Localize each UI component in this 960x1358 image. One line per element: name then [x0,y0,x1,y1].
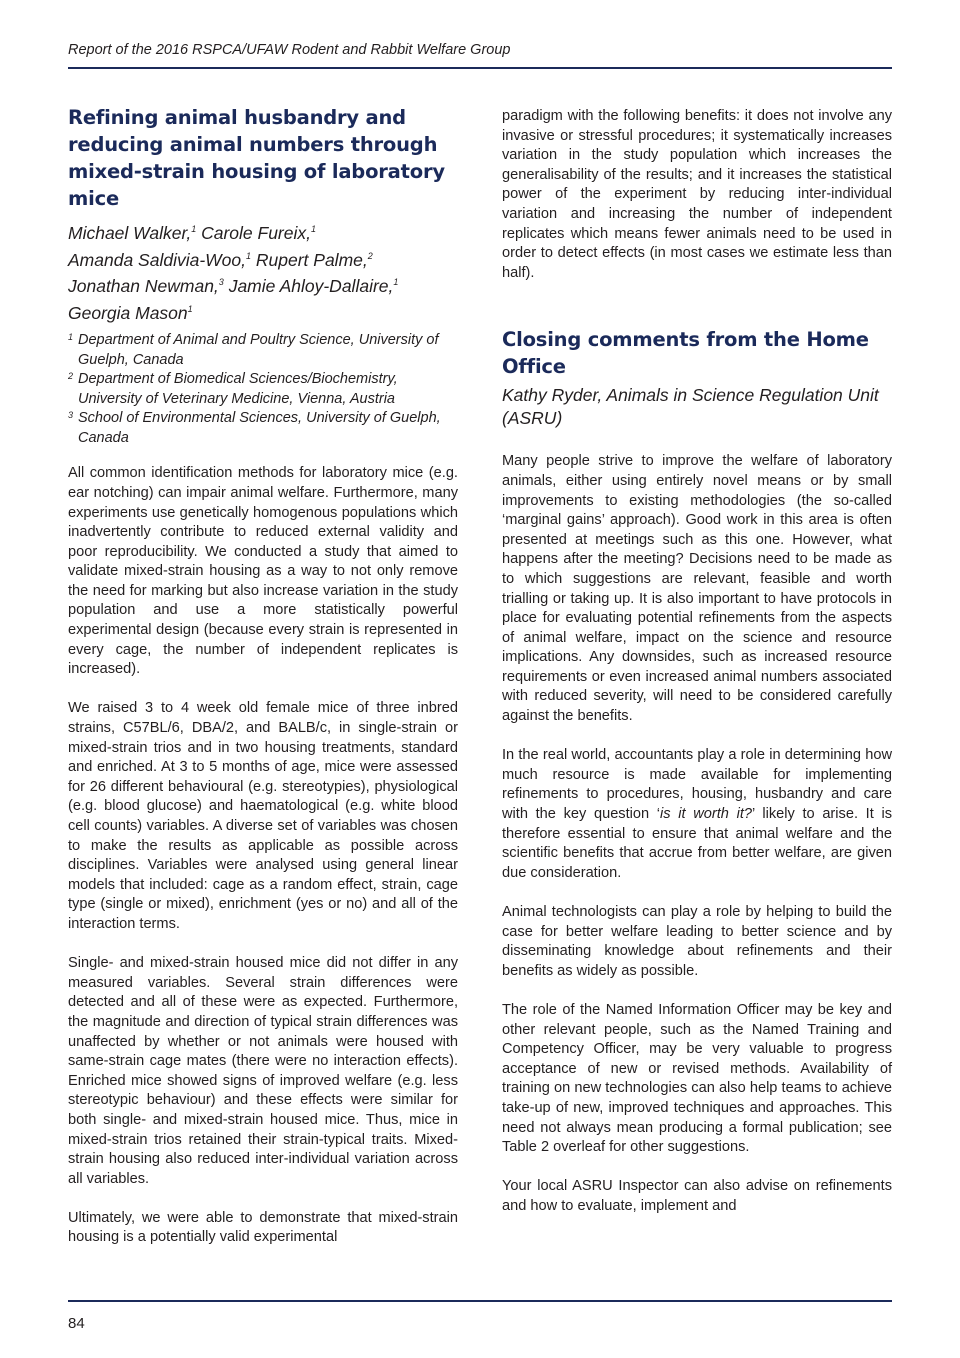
body-paragraph: Animal technologists can play a role by helping to build the case for better welfare leading to better science and by disseminating knowledge about refinements and their benefits as widely as possible. [502,904,892,979]
affiliation: 2 Department of Biomedical Sciences/Biochemistry, University of Veterinary Medicine, Vienna, Austria [68,371,398,407]
author: Jonathan Newman,$^3$ [68,276,224,297]
author: Jamie Ahloy-Dallaire,$^1$ [228,276,399,297]
author: Michael Walker,$^1$ [68,222,197,243]
section-byline: Kathy Ryder, Animals in Science Regulation Unit (ASRU) [502,385,879,429]
body-paragraph: paradigm with the following benefits: it does not involve any invasive or stressful procedures; it systematically increases variation in the study population which increases the generalisability of the results; and it increases the statistical power of the experiment by reducing inter-individual variation and increasing the number of independent replicates which means fewer animals need to be used in order to detect effects (in most cases we estimate less than half). [502,108,892,281]
body-paragraph: Your local ASRU Inspector can also advise on refinements and how to evaluate, implement and [502,1178,892,1214]
body-paragraph: Many people strive to improve the welfare of laboratory animals, either using entirely novel means or by small improvements to existing methodologies (the so-called ‘marginal gains’ approach). Good work in this area is often presented at meetings such as this one. However, what happens after the meeting? Decisions need to be made as to which suggestions are relevant, feasible and worth trialling or taking up. It is also important to have protocols in place for evaluating potential refinements from the aspects of animal welfare, impact on the science and resource implications. Any downsides, such as increased resource requirements or even increased animal numbers associated with reduced severity, will need to be considered carefully against the benefits. [502,453,892,725]
body-paragraph: Ultimately, we were able to demonstrate that mixed-strain housing is a potentially valid experimental [68,1209,458,1246]
right-column [502,107,892,1236]
affiliation: 3 School of Environmental Sciences, University of Guelph, Canada [68,410,441,446]
body-paragraph: In the real world, accountants play a role in determining how much resource is made available for implementing refinements to procedures, housing, husbandry and care with the key question ‘is it worth it?’ likely to arise. It is therefore essential to ensure that animal welfare and the scientific benefits that accrue from better welfare, are given due consideration. [502,747,892,881]
left-column [68,104,458,1268]
running-header: Report of the 2016 RSPCA/UFAW Rodent and Rabbit Welfare Group [68,42,511,58]
body-paragraph: Single- and mixed-strain housed mice did not differ in any measured variables. Several strain differences were detected and all of these were as expected. Furthermore, the magnitude and direction of typical strain differences was unaffected by whether or not animals were housed with same-strain cage mates (there were no interaction effects). Enriched mice showed signs of improved welfare (e.g. less stereotypic behaviour) and these effects were similar for both single- and mixed-strain housed mice. Thus, mice in mixed-strain trios retained their strain-typical traits. Mixed-strain housing also reduced inter-individual variation across all variables. [68,955,458,1187]
page-number: 84 [68,1315,85,1332]
body-paragraph: All common identification methods for laboratory mice (e.g. ear notching) can impair animal welfare. Furthermore, many experiments use genetically homogenous populations which inadvertently contribute to reduced external validity and poor reproducibility. We conducted a study that aimed to validate mixed-strain housing as a way to not only remove the need for marking but also increase variation in the study population and use a more statistically powerful experimental design (because every strain is represented in every cage, the number of independent replicates is increased). [68,465,458,678]
author: Rupert Palme,$^2$ [255,249,373,270]
author-list [68,218,458,325]
section-title: Closing comments from the Home Office [502,328,869,379]
body-paragraph: The role of the Named Information Officer may be key and other relevant people, such as the Named Training and Competency Officer, may be very valuable to progress acceptance of new or revised methods. Availability of training on new technologies can also help teams to achieve take-up of new, improved techniques and approaches. This need not always mean producing a formal publication; see Table 2 overleaf for other suggestions. [502,1001,892,1156]
body-paragraph: We raised 3 to 4 week old female mice of three inbred strains, C57BL/6, DBA/2, and BALB/c, in single-strain or mixed-strain trios and in two housing treatments, standard and enriched. At 3 to 5 months of age, mice were assessed for 26 different behavioural (e.g. stereotypies), physiological (e.g. blood glucose) and haematological (e.g. white blood cell counts) variables. A diverse set of variables was chosen to make the results as applicable as possible across disciplines. Variables were analysed using general linear models that included: cage as a random effect, strain, cage type (single or mixed), enrichment (yes or no) and all of the interaction terms. [68,700,458,932]
affiliation-list [68,331,458,448]
article-title: Refining animal husbandry and reducing animal numbers through mixed-strain housing of laboratory mice [68,106,445,210]
author: Georgia Mason$^1$ [68,303,193,324]
affiliation: 1 Department of Animal and Poultry Science, University of Guelph, Canada [68,332,439,368]
author: Amanda Saldivia-Woo,$^1$ [68,249,252,270]
author: Carole Fureix,$^1$ [201,222,317,243]
header-rule [68,67,892,69]
footer-rule [68,1300,892,1302]
